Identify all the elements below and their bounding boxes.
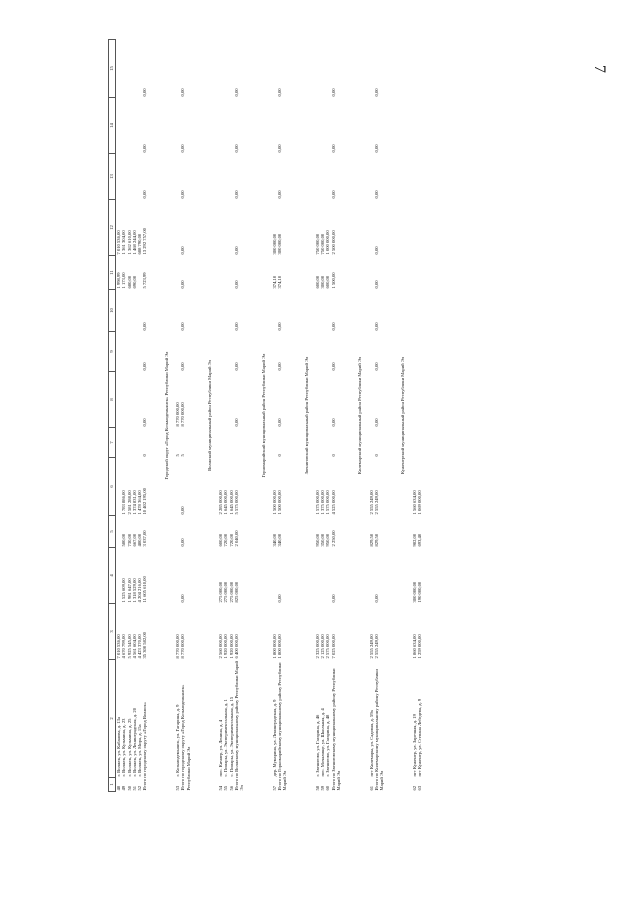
- total-c9: 0,00: [373, 362, 379, 371]
- cell-c5: 720,00: [228, 533, 234, 547]
- cell-c11: 600,00: [325, 275, 331, 289]
- total-c6: 1 500 000,00: [277, 490, 283, 515]
- row-address: пгт Куженер, ул. Заречная, д. 19: [411, 714, 417, 777]
- cell-c10: [417, 290, 422, 332]
- total-c14: 0,00: [277, 144, 283, 153]
- cell-c11: 690,00: [131, 275, 137, 289]
- cell-c12: 1 361 304,00: [121, 230, 127, 255]
- total-c9: 0,00: [277, 362, 283, 371]
- total-c7: 5: [180, 454, 186, 457]
- total-c7: [234, 428, 255, 458]
- total-c3: 2 555 249,00: [373, 634, 379, 659]
- total-c8: 0,00: [142, 418, 148, 427]
- total-label: Итого по Килемарскому муниципальному району Республики Марий Эл: [373, 669, 385, 791]
- row-address: г. Волжск, ул. Кузьмина, д. 25: [126, 718, 132, 777]
- cell-c5: 982,00: [411, 533, 417, 547]
- section-title-row: [255, 40, 272, 792]
- column-number-15: 15: [109, 40, 116, 98]
- row-address: г. Звенигово, ул. Гагарина, д. 48: [325, 714, 331, 777]
- data-table: [108, 39, 422, 792]
- section-title: Куженерский муниципальный район Республики Марий Эл: [400, 357, 406, 474]
- cell-c5: 950,00: [325, 533, 331, 547]
- cell-c5: 667,00: [131, 533, 137, 547]
- cell-c3: 7 010 536,00: [116, 634, 121, 659]
- total-c12: 300 000,00: [277, 233, 283, 255]
- total-c10: 0,00: [373, 322, 379, 331]
- cell-c3: 2 325 000,00: [314, 634, 320, 659]
- page-number: 7: [591, 65, 608, 73]
- total-c7: 0: [277, 454, 283, 457]
- cell-c3: 1 920 000,00: [228, 634, 234, 659]
- total-c6: 10 402 195,00: [142, 488, 148, 515]
- section-title-row: [158, 40, 175, 792]
- row-address: г. Волжск, ул. Ленинградская, д. 20: [131, 707, 137, 777]
- row-number: 56: [228, 785, 234, 791]
- row-number: 59: [320, 785, 326, 791]
- total-c13: 0,00: [233, 190, 239, 199]
- cell-c14: [417, 98, 422, 154]
- total-c9: 0,00: [233, 362, 239, 371]
- row-number: 60: [325, 785, 331, 791]
- total-c7: 0: [330, 454, 336, 457]
- cell-c12: 750 000,00: [320, 233, 326, 255]
- row-address: пгт Килемары, ул. Садовая, д. 59а: [368, 710, 374, 777]
- total-c5: 829,50: [373, 533, 379, 547]
- cell-c11: 300,00: [320, 275, 326, 289]
- column-number-13: 13: [109, 154, 116, 200]
- cell-c3: 1 920 000,00: [223, 634, 229, 659]
- total-c13: 0,00: [330, 190, 336, 199]
- total-c3: 7 025 000,00: [330, 634, 336, 659]
- cell-c4: 275 000,00: [218, 581, 224, 603]
- total-c5: 340,00: [277, 533, 283, 547]
- total-row: [180, 40, 201, 792]
- total-c12: 2 500 000,00: [330, 230, 336, 255]
- column-number-5: 5: [109, 516, 116, 548]
- cell-c3: 5 925 545,00: [126, 634, 132, 659]
- section-title: Звениговский муниципальный район Республики Марий Эл: [303, 356, 309, 475]
- cell-c11: [417, 256, 422, 290]
- total-label: Итого по Звениговскому муниципальному району Республики Марий Эл: [330, 668, 342, 791]
- cell-c5: 720,00: [223, 533, 229, 547]
- cell-c6: 2 285 000,00: [218, 490, 224, 515]
- total-c14: 0,00: [142, 144, 148, 153]
- total-c5: 0,00: [180, 538, 186, 547]
- cell-c7: [417, 428, 422, 458]
- total-c9: 0,00: [142, 362, 148, 371]
- row-number: 49: [121, 785, 127, 791]
- row-address: пгт Куженер, ул. Степана Лебедева, д. 9: [417, 698, 422, 777]
- total-c11: 374,10: [277, 275, 283, 289]
- cell-c15: [417, 40, 422, 98]
- total-c14: 0,00: [330, 144, 336, 153]
- cell-c5: 950,00: [314, 533, 320, 547]
- row-number: 55: [223, 785, 229, 791]
- total-c11: 0,00: [180, 280, 186, 289]
- section-title-row: [201, 40, 218, 792]
- section-title-row: [351, 40, 368, 792]
- cell-c12: 300 000,00: [271, 233, 277, 255]
- cell-c4: 4 204 216,00: [137, 578, 143, 603]
- total-c8: 0,00: [330, 418, 336, 427]
- cell-c12: 1 468 244,00: [131, 230, 137, 255]
- cell-c12: 750 000,00: [314, 233, 320, 255]
- section-title-row: [298, 40, 315, 792]
- row-address: г. Волжск, ул. Мира, д. 15а: [137, 724, 143, 777]
- column-number-1: 1: [109, 778, 116, 792]
- section-title: Городской округ «Город Козьмодемьянск» Республики Марий Эл: [163, 351, 169, 480]
- total-c3: 8 770 000,00: [180, 634, 186, 659]
- row-number: 54: [218, 785, 224, 791]
- row-address: пос. Мочалище, ул. Школьная, д. 4: [320, 708, 326, 777]
- row-number: 61: [368, 785, 374, 791]
- cell-c4: 1 525 609,00: [121, 578, 127, 603]
- total-c13: 0,00: [180, 190, 186, 199]
- row-number: 48: [116, 785, 121, 791]
- cell-c9: [417, 332, 422, 372]
- total-c15: 0,00: [180, 88, 186, 97]
- total-c15: 0,00: [233, 88, 239, 97]
- column-number-7: 7: [109, 428, 116, 458]
- total-c11: 0,00: [373, 280, 379, 289]
- total-c5: 2 250,00: [330, 530, 336, 547]
- total-c10: 0,00: [180, 322, 186, 331]
- cell-c5: 829,50: [368, 533, 374, 547]
- cell-c6: 1 500 000,00: [271, 490, 277, 515]
- column-number-2: 2: [109, 660, 116, 778]
- cell-c6: 1 375 000,00: [320, 490, 326, 515]
- column-number-6: 6: [109, 458, 116, 516]
- cell-c11: 1 173,00: [121, 272, 127, 289]
- cell-c4: 190 000,00: [417, 581, 422, 603]
- total-c3: 1 800 000,00: [277, 634, 283, 659]
- cell-c12: 688 790,00: [137, 233, 143, 255]
- cell-c12: 1 000 000,00: [325, 230, 331, 255]
- row-address: г. Звенигово, ул. Гагарина, д. 46: [314, 714, 320, 777]
- column-number-14: 14: [109, 98, 116, 154]
- total-c11: 1 500,00: [330, 272, 336, 289]
- section-title: Горномарийский муниципальный район Республики Марий Эл: [260, 353, 266, 478]
- row-address: г. Козьмодемьянск, ул. Гагарина, д. 9: [174, 704, 180, 777]
- section-title: Килемарский муниципальный район Республики Марий Эл: [357, 356, 363, 475]
- total-c4: 0,00: [180, 594, 186, 603]
- cell-c3: 1 800 000,00: [271, 634, 277, 659]
- cell-c13: [417, 154, 422, 200]
- rotated-table-wrapper: [108, 40, 522, 792]
- cell-c5: 480,00: [137, 533, 143, 547]
- section-title-row: [394, 40, 411, 792]
- total-label: Итого по Горномарийскому муниципальному району Республики Марий Эл: [277, 662, 288, 791]
- cell-c6: 1 645 000,00: [223, 490, 229, 515]
- total-c5: 3 037,00: [142, 530, 148, 547]
- cell-c11: 1 998,99: [116, 272, 121, 289]
- row-number: 50: [126, 785, 132, 791]
- total-c15: 0,00: [277, 88, 283, 97]
- cell-c5: 600,00: [218, 533, 224, 547]
- total-c3: 6 400 000,00: [233, 634, 239, 659]
- cell-c6: 1 783 886,00: [121, 490, 127, 515]
- total-c10: 0,00: [277, 322, 283, 331]
- total-label: Итого по городскому округу «Город Волжск»: [142, 701, 148, 791]
- total-c14: 0,00: [373, 144, 379, 153]
- total-c13: 0,00: [373, 190, 379, 199]
- cell-c6: 1 560 634,00: [411, 490, 417, 515]
- cell-c7: 5: [174, 454, 180, 457]
- cell-c8: 8 770 000,00: [174, 402, 180, 427]
- total-c3: 35 300 582,00: [142, 632, 148, 659]
- cell-c3: 8 770 000,00: [174, 634, 180, 659]
- total-c4: 0,00: [277, 594, 283, 603]
- total-c8: 8 770 000,00: [180, 402, 186, 427]
- cell-c5: 340,00: [271, 533, 277, 547]
- total-c9: 0,00: [180, 362, 186, 371]
- total-c15: 0,00: [142, 88, 148, 97]
- total-c10: 0,00: [142, 322, 148, 331]
- cell-c12: 7 010 536,00: [116, 230, 121, 255]
- total-c15: 0,00: [330, 88, 336, 97]
- column-number-12: 12: [109, 200, 116, 256]
- row-address: г. Волжск, ул. Кабанова, д. 13а: [116, 717, 121, 777]
- total-c12: 0,00: [180, 246, 186, 255]
- cell-c3: 4 423 370,00: [137, 634, 143, 659]
- row-number: 52: [137, 785, 143, 791]
- total-c15: 0,00: [373, 88, 379, 97]
- cell-c4: 1 318 529,00: [131, 578, 137, 603]
- total-c4: 825 000,00: [233, 581, 239, 603]
- row-number: 62: [411, 785, 417, 791]
- cell-c5: 693,40: [417, 533, 422, 547]
- row-address: дер. Мумарина, ул. Ленинградская, д. 9: [271, 699, 277, 777]
- total-c13: 0,00: [277, 190, 283, 199]
- cell-c3: 4 561 604,00: [131, 634, 137, 659]
- row-address: с. Помары, ул. Экспериментальная, д. 15: [228, 696, 234, 777]
- total-c8: 0,00: [373, 418, 379, 427]
- cell-c3: 2 125 000,00: [320, 634, 326, 659]
- cell-c6: 2 555 249,00: [368, 490, 374, 515]
- total-c11: 0,00: [233, 280, 239, 289]
- column-number-4: 4: [109, 548, 116, 604]
- row-address: пос. Кичиер, ул. Ленина, д. 4: [218, 719, 224, 777]
- row-number: 57: [271, 785, 277, 791]
- section-title: Волжский муниципальный район Республики Марий Эл: [206, 360, 212, 471]
- column-number-3: 3: [109, 604, 116, 660]
- row-number: 53: [174, 785, 180, 791]
- total-c13: 0,00: [142, 190, 148, 199]
- cell-c6: 2 581 288,00: [126, 490, 132, 515]
- cell-c4: 275 000,00: [228, 581, 234, 603]
- row-number: 58: [314, 785, 320, 791]
- total-c4: 0,00: [373, 594, 379, 603]
- total-row: [374, 40, 395, 792]
- cell-c5: 580,00: [121, 533, 127, 547]
- total-c7: 0: [373, 454, 379, 457]
- cell-c3: 2 575 000,00: [325, 634, 331, 659]
- total-c10: 0,00: [330, 322, 336, 331]
- cell-c4: 1 981 647,00: [126, 578, 132, 603]
- row-address: г. Волжск, ул. Кузьмина, д. 23: [121, 718, 127, 777]
- cell-c12: [417, 200, 422, 256]
- total-c6: 2 555 249,00: [373, 490, 379, 515]
- cell-c11: 600,00: [314, 275, 320, 289]
- cell-c3: 1 259 000,00: [417, 634, 422, 659]
- cell-c6: 1 478 364,00: [137, 490, 143, 515]
- cell-c6: 1 374 831,00: [131, 490, 137, 515]
- total-row: [277, 40, 298, 792]
- total-c14: 0,00: [233, 144, 239, 153]
- column-number-10: 10: [109, 290, 116, 332]
- total-c9: 0,00: [330, 362, 336, 371]
- cell-c8: [417, 372, 422, 428]
- cell-c3: 2 555 249,00: [368, 634, 374, 659]
- total-c4: 0,00: [330, 594, 336, 603]
- cell-c6: 1 069 000,00: [417, 490, 422, 515]
- total-c12: 0,00: [373, 246, 379, 255]
- cell-c11: 680,00: [126, 275, 132, 289]
- total-c6: 0,00: [180, 506, 186, 515]
- table-body: [116, 40, 423, 792]
- table-row: [417, 40, 422, 792]
- cell-c6: 1 575 000,00: [325, 490, 331, 515]
- cell-c3: 4 670 799,00: [121, 634, 127, 659]
- total-row: [142, 40, 157, 792]
- row-number: 51: [131, 785, 137, 791]
- total-row: [234, 40, 255, 792]
- cell-c3: 2 560 000,00: [218, 634, 224, 659]
- total-row: [331, 40, 352, 792]
- cell-c5: 350,00: [320, 533, 326, 547]
- total-c6: 5 575 000,00: [233, 490, 239, 515]
- total-c6: 4 525 000,00: [330, 490, 336, 515]
- cell-c4: 300 000,00: [411, 581, 417, 603]
- cell-c5: 730,00: [126, 533, 132, 547]
- total-c8: 0,00: [233, 418, 239, 427]
- total-c8: 0,00: [277, 418, 283, 427]
- row-number: 63: [417, 785, 422, 791]
- column-number-header: [109, 40, 116, 792]
- total-c4: 11 605 610,00: [142, 576, 148, 603]
- cell-c6: 1 575 000,00: [314, 490, 320, 515]
- total-c7: 0: [142, 454, 148, 457]
- total-label: Итого по городскому округу «Город Козьмодемьянск» Республики Марий Эл: [180, 684, 191, 791]
- total-label: Итого по Волжскому муниципальному району Республики Марий Эл: [233, 661, 245, 791]
- total-c14: 0,00: [180, 144, 186, 153]
- column-number-11: 11: [109, 256, 116, 290]
- cell-c3: 1 860 634,00: [411, 634, 417, 659]
- total-c12: 0,00: [233, 246, 239, 255]
- column-number-8: 8: [109, 372, 116, 428]
- cell-c12: 1 362 610,00: [126, 230, 132, 255]
- total-c5: 2 040,00: [233, 530, 239, 547]
- cell-c11: 374,10: [271, 275, 277, 289]
- column-number-9: 9: [109, 332, 116, 372]
- total-c11: 5 723,99: [142, 272, 148, 289]
- total-c10: 0,00: [233, 322, 239, 331]
- cell-c6: 1 645 000,00: [228, 490, 234, 515]
- cell-c4: 275 000,00: [223, 581, 229, 603]
- total-c12: 13 292 757,00: [142, 228, 148, 255]
- row-address: с. Помары, ул. Экспериментальная, д. 1: [223, 699, 229, 777]
